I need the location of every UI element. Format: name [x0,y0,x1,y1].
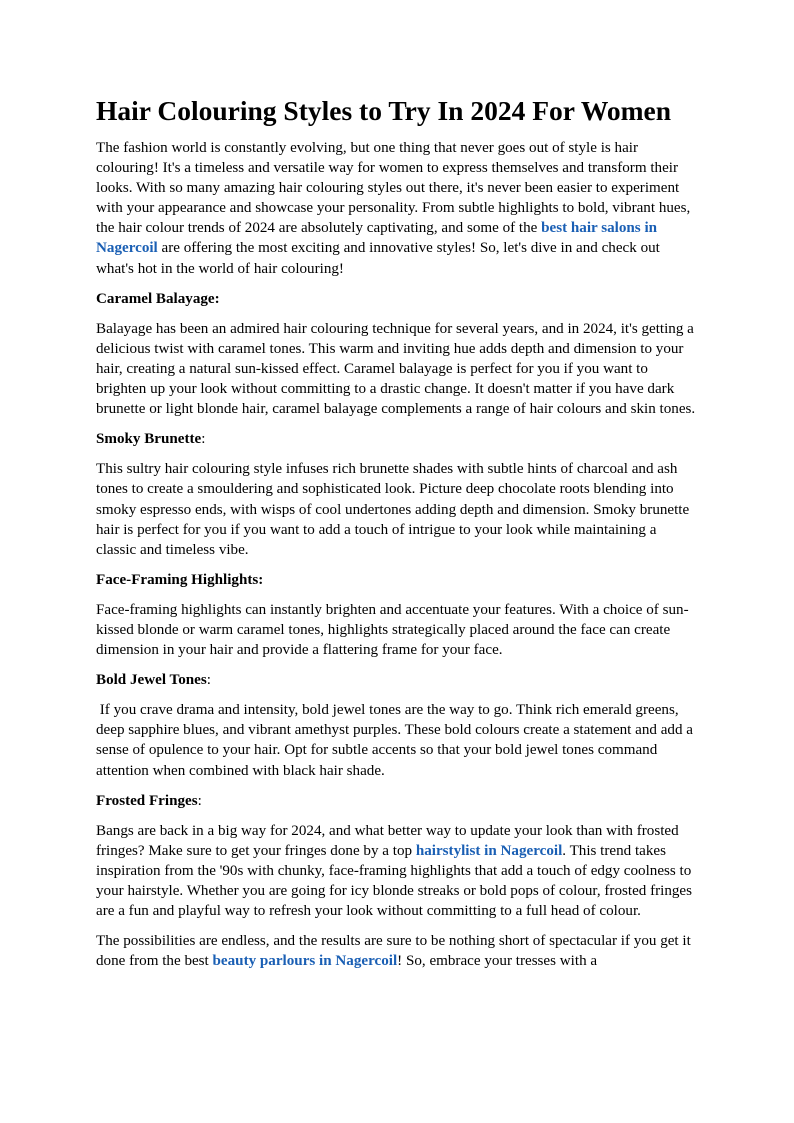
face-framing-body: Face-framing highlights can instantly brighten and accentuate your features. With a choice of sun-kissed blonde or warm caramel tones, highlights strategically placed around the face can create dimension in your hair and provide a flattering frame for your face. [96,601,689,659]
caramel-balayage-body: Balayage has been an admired hair colouring technique for several years, and in 2024, it's getting a delicious twist with caramel tones. This warm and inviting hue adds depth and dimension to your hair, creating a natural sun-kissed effect. Caramel balayage is perfect for you if you want to brighten up your look without committing to a drastic change. It doesn't matter if you have dark brunette or light blonde hair, caramel balayage complements a range of hair colours and skin tones. [96,320,696,418]
intro-text-after: are offering the most exciting and innovative styles! So, let's dive in and check out what's hot in the world of hair colouring! [96,240,660,277]
smoky-brunette-heading: Smoky Brunette: [96,431,206,448]
closing-paragraph: The possibilities are endless, and the results are sure to be nothing short of spectacular if you get it done from the best beauty parlours in Nagercoil! So, embrace your tresses with a [96,933,691,970]
frosted-fringes-body: Bangs are back in a big way for 2024, and what better way to update your look than with frosted fringes? Make sure to get your fringes done by a top hairstylist in Nagercoil. This trend takes inspiration from the '90s with chunky, face-framing highlights that add a touch of edgy coolness to your hairstyle. Whether you are going for icy blonde streaks or bold pops of colour, frosted fringes are a fun and playful way to refresh your look without committing to a full head of colour. [96,822,693,920]
intro-paragraph [96,138,698,279]
document-page [96,94,698,981]
page-title: Hair Colouring Styles to Try In 2024 For Women [96,95,671,126]
beauty-parlours-link[interactable]: beauty parlours in Nagercoil [212,953,398,970]
frosted-fringes-heading: Frosted Fringes: [96,792,202,809]
intro-text-before: The fashion world is constantly evolving, but one thing that never goes out of style is hair colouring! It's a timeless and versatile way for women to express themselves and transform their looks. With so many amazing hair colouring styles out there, it's never been easier to experiment with your appearance and showcase your personality. From subtle highlights to bold, vibrant hues, the hair colour trends of 2024 are absolutely captivating, and some of the [96,140,691,237]
bold-jewel-tones-heading: Bold Jewel Tones: [96,672,211,689]
face-framing-heading: Face-Framing Highlights: [96,571,264,588]
bold-jewel-tones-body: If you crave drama and intensity, bold jewel tones are the way to go. Think rich emerald greens, deep sapphire blues, and vibrant amethyst purples. These bold colours create a statement and add a sense of opulence to your hair. Opt for subtle accents so that your bold jewel tones command attention when combined with black hair shade. [96,702,697,779]
smoky-brunette-body: This sultry hair colouring style infuses rich brunette shades with subtle hints of charcoal and ash tones to create a smouldering and sophisticated look. Picture deep chocolate roots blending into smoky espresso ends, with wisps of cool undertones adding depth and dimension. Smoky brunette hair is perfect for you if you want to add a touch of intrigue to your look while maintaining a classic and timeless vibe. [96,461,690,558]
best-hair-salons-link[interactable]: best hair salons in Nagercoil [96,220,658,257]
caramel-balayage-heading: Caramel Balayage: [96,290,220,307]
hairstylist-link[interactable]: hairstylist in Nagercoil [415,842,563,859]
